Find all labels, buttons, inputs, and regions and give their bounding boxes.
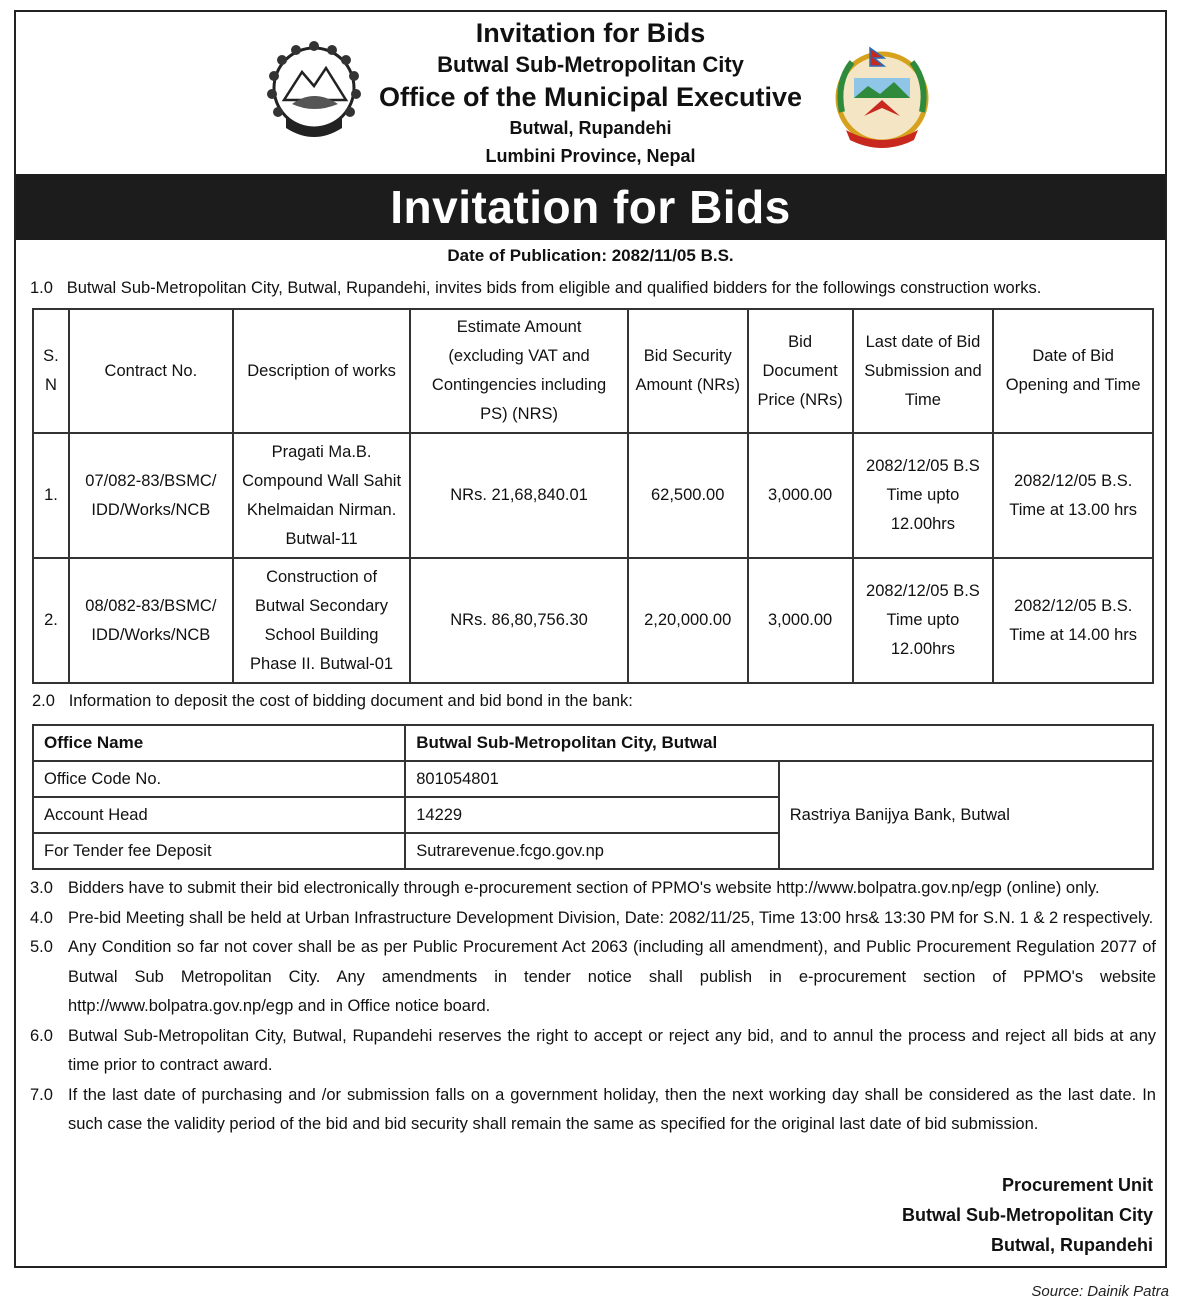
- clause-number: 3.0: [30, 879, 53, 897]
- office-name-value: Butwal Sub-Metropolitan City, Butwal: [405, 725, 1153, 761]
- works-table-header-row: [33, 309, 1153, 433]
- table-row: [33, 558, 1153, 683]
- cell-document-price: 3,000.00: [748, 433, 853, 558]
- signature-location: Butwal, Rupandehi: [991, 1235, 1153, 1255]
- header-document-price: Bid Document Price (NRs): [748, 309, 853, 433]
- clause-text: Any Condition so far not cover shall be as per Public Procurement Act 2063 (including all amendment), and Public Procurement Regulation 2077 of Butwal Sub Metropolitan City. Any amendments in tender notice shall publish in e-procurement section of PPMO's website http://www.bolpatra.gov.np/egp and in Office notice board.: [68, 938, 1156, 1015]
- tender-fee-label: For Tender fee Deposit: [33, 833, 405, 869]
- cell-description: Pragati Ma.B. Compound Wall Sahit Khelmaidan Nirman. Butwal-11: [233, 433, 411, 558]
- cell-submission-date: 2082/12/05 B.S Time upto 12.00hrs: [853, 558, 994, 683]
- bank-name: Rastriya Banijya Bank, Butwal: [779, 761, 1153, 869]
- list-item: [30, 874, 1156, 904]
- header-submission-date: Last date of Bid Submission and Time: [853, 309, 994, 433]
- municipality-logo-icon: [828, 42, 936, 154]
- cell-submission-date: 2082/12/05 B.S Time upto 12.00hrs: [853, 433, 994, 558]
- clause-1-number: 1.0: [30, 279, 53, 297]
- publication-date: Date of Publication: 2082/11/05 B.S.: [447, 246, 734, 265]
- cell-document-price: 3,000.00: [748, 558, 853, 683]
- cell-bid-security: 2,20,000.00: [628, 558, 748, 683]
- header-bid-security: Bid Security Amount (NRs): [628, 309, 748, 433]
- tender-fee-value: Sutrarevenue.fcgo.gov.np: [405, 833, 779, 869]
- list-item: [30, 1022, 1156, 1081]
- works-table: [32, 308, 1154, 684]
- clause-number: 7.0: [30, 1085, 53, 1104]
- signature-city: Butwal Sub-Metropolitan City: [902, 1205, 1153, 1225]
- header-opening-date: Date of Bid Opening and Time: [993, 309, 1153, 433]
- clause-number: 5.0: [30, 938, 53, 956]
- cell-opening-date: 2082/12/05 B.S. Time at 13.00 hrs: [993, 433, 1153, 558]
- list-item: [30, 904, 1156, 934]
- table-row: [33, 761, 1153, 797]
- clauses-list: [30, 874, 1156, 1140]
- header-city: Butwal Sub-Metropolitan City: [437, 52, 744, 77]
- header-sn: S. N: [33, 309, 69, 433]
- cell-description: Construction of Butwal Secondary School Building Phase II. Butwal-01: [233, 558, 411, 683]
- cell-bid-security: 62,500.00: [628, 433, 748, 558]
- cell-estimate-amount: NRs. 86,80,756.30: [410, 558, 627, 683]
- clause-text: Bidders have to submit their bid electronically through e-procurement section of PPMO's website http://www.bolpatra.gov.np/egp (online) only.: [68, 879, 1100, 897]
- table-row: [33, 725, 1153, 761]
- header-contract-no: Contract No.: [69, 309, 233, 433]
- list-item: [30, 933, 1156, 1022]
- office-code-label: Office Code No.: [33, 761, 405, 797]
- cell-contract-no: 07/082-83/BSMC/ IDD/Works/NCB: [69, 433, 233, 558]
- signature-block: [902, 1170, 1153, 1260]
- signature-unit: Procurement Unit: [1001, 1175, 1153, 1195]
- clause-number: 4.0: [30, 908, 53, 927]
- office-code-value: 801054801: [405, 761, 779, 797]
- clause-text: If the last date of purchasing and /or submission falls on a government holiday, then the next working day shall be considered as the last date. In such case the validity period of the bid and bid security shall remain the same as specified for the original last date of bid submission.: [68, 1085, 1156, 1133]
- header-description: Description of works: [233, 309, 411, 433]
- header-office: Office of the Municipal Executive: [378, 82, 803, 112]
- clause-number: 6.0: [30, 1026, 53, 1045]
- account-head-label: Account Head: [33, 797, 405, 833]
- clause-2-number: 2.0: [32, 692, 55, 710]
- account-head-value: 14229: [405, 797, 779, 833]
- cell-sn: 2.: [33, 558, 69, 683]
- clause-text: Butwal Sub-Metropolitan City, Butwal, Rupandehi reserves the right to accept or reject any bid, and to annul the process and reject all bids at any time prior to contract award.: [68, 1026, 1156, 1074]
- header-location: Butwal, Rupandehi: [509, 118, 672, 138]
- notice-sheet: [14, 10, 1167, 1268]
- header-province: Lumbini Province, Nepal: [485, 146, 696, 166]
- source-credit: Source: Dainik Patra: [1031, 1283, 1169, 1300]
- clause-text: Pre-bid Meeting shall be held at Urban Infrastructure Development Division, Date: 2082/11/25, Time 13:00 hrs& 13:30 PM for S.N. 1 & 2 respectively.: [68, 908, 1154, 927]
- table-row: [33, 433, 1153, 558]
- list-item: [30, 1081, 1156, 1140]
- notice-header: [16, 12, 1165, 174]
- header-title: Invitation for Bids: [475, 18, 706, 48]
- cell-opening-date: 2082/12/05 B.S. Time at 14.00 hrs: [993, 558, 1153, 683]
- office-name-label: Office Name: [33, 725, 405, 761]
- cell-sn: 1.: [33, 433, 69, 558]
- cell-estimate-amount: NRs. 21,68,840.01: [410, 433, 627, 558]
- clause-2-text: Information to deposit the cost of bidding document and bid bond in the bank:: [68, 692, 633, 710]
- header-estimate-amount: Estimate Amount (excluding VAT and Contingencies including PS) (NRS): [410, 309, 627, 433]
- banner-title: Invitation for Bids: [16, 174, 1165, 240]
- cell-contract-no: 08/082-83/BSMC/ IDD/Works/NCB: [69, 558, 233, 683]
- clause-1: [30, 274, 1041, 303]
- bank-details-table: [32, 724, 1154, 870]
- clause-2: [32, 687, 633, 716]
- clause-1-text: Butwal Sub-Metropolitan City, Butwal, Rupandehi, invites bids from eligible and qualified bidders for the followings construction works.: [66, 279, 1042, 297]
